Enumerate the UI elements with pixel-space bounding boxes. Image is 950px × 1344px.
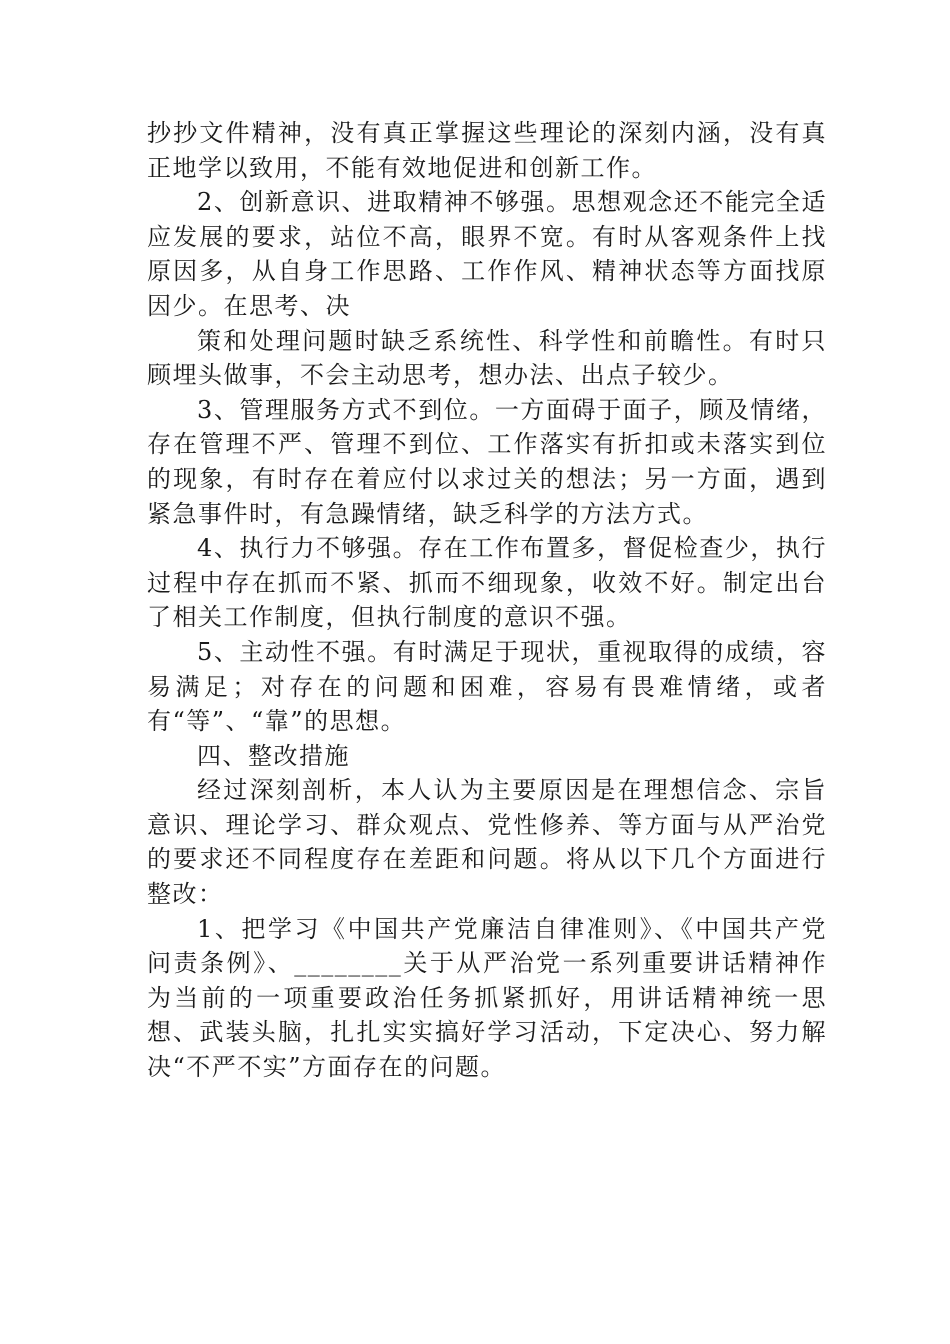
- section-heading: 四、整改措施: [197, 741, 350, 770]
- paragraph-item-4: 4、执行力不够强。存在工作布置多，督促检查少，执行过程中存在抓而不紧、抓而不细现象，收效不好。制定出台了相关工作制度，但执行制度的意识不强。: [147, 534, 827, 632]
- paragraph-item-2: 2、创新意识、进取精神不够强。思想观念还不能完全适应发展的要求，站位不高，眼界不宽。有时从客观条件上找原因多，从自身工作思路、工作作风、精神状态等方面找原因少。在思考、决: [147, 188, 827, 320]
- paragraph-item-5: 5、主动性不强。有时满足于现状，重视取得的成绩，容易满足；对存在的问题和困难，容易有畏难情绪，或者有“等”、“靠”的思想。: [147, 637, 827, 736]
- paragraph-analysis: 经过深刻剖析，本人认为主要原因是在理想信念、宗旨意识、理论学习、群众观点、党性修养、等方面与从严治党的要求还不同程度存在差距和问题。将从以下几个方面进行整改：: [147, 776, 827, 909]
- paragraph-continuation: 抄抄文件精神，没有真正掌握这些理论的深刻内涵，没有真正地学以致用，不能有效地促进和创新工作。: [147, 119, 827, 182]
- paragraph-measure-1: 1、把学习《中国共产党廉洁自律准则》、《中国共产党问责条例》、________关于从严治党一系列重要讲话精神作为当前的一项重要政治任务抓紧抓好，用讲话精神统一思想、武装头脑，扎扎实实搞好学习活动，下定决心、努力解决“不严不实”方面存在的问题。: [147, 914, 827, 1082]
- document-body: [147, 116, 827, 1085]
- paragraph-item-3: 3、管理服务方式不到位。一方面碍于面子，顾及情绪，存在管理不严、管理不到位、工作落实有折扣或未落实到位的现象，有时存在着应付以求过关的想法；另一方面，遇到紧急事件时，有急躁情绪，缺乏科学的方法方式。: [147, 395, 827, 528]
- paragraph-item-2-continued: 策和处理问题时缺乏系统性、科学性和前瞻性。有时只顾埋头做事，不会主动思考，想办法、出点子较少。: [147, 326, 827, 390]
